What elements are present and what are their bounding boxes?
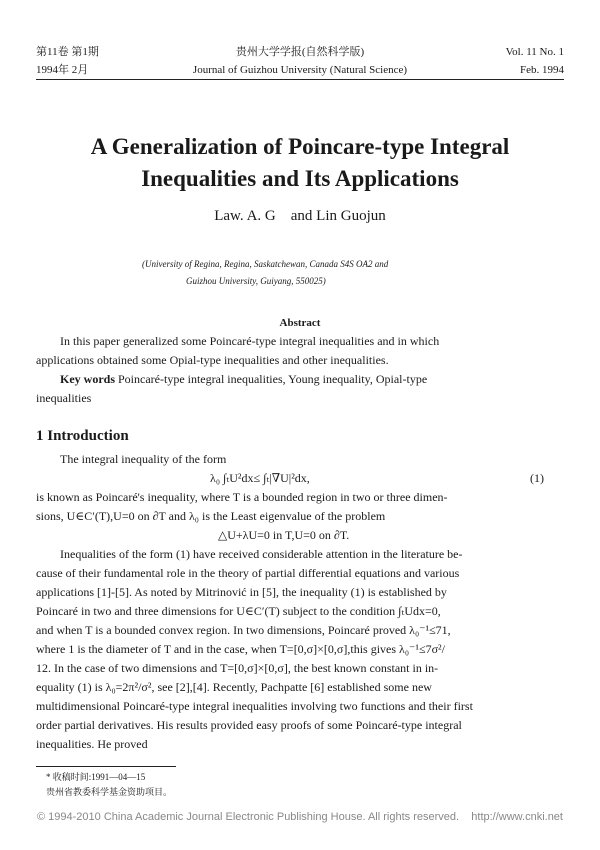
paragraph-line: where 1 is the diameter of T and in the case, when T=[0,σ]×[0,σ],this gives λ₀⁻¹≤7σ²/: [36, 642, 445, 656]
header-month: Feb. 1994: [520, 64, 564, 76]
keywords-label: Key words: [60, 372, 115, 386]
abstract-line: applications obtained some Opial-type inequalities and other inequalities.: [36, 353, 389, 367]
footnote-funding: 贵州省教委科学基金资助项目。: [46, 787, 173, 797]
paper-title-line1: A Generalization of Poincare-type Integral: [90, 134, 510, 159]
paragraph-line: cause of their fundamental role in the theory of partial differential equations and various: [36, 566, 460, 580]
header-vol-no: Vol. 11 No. 1: [505, 46, 564, 58]
paragraph-line: is known as Poincaré's inequality, where T is a bounded region in two or three dimen-: [36, 490, 448, 504]
keywords-text: Poincaré-type integral inequalities, Young inequality, Opial-type: [115, 372, 428, 386]
header-journal-en: Journal of Guizhou University (Natural Science): [192, 64, 408, 76]
keywords-line: inequalities: [36, 391, 92, 405]
equation-2: △U+λU=0 in T,U=0 on ∂T.: [218, 528, 350, 542]
paragraph-line: 12. In the case of two dimensions and T=[0,σ]×[0,σ], the best known constant in in-: [36, 661, 439, 675]
keywords-line: [36, 370, 564, 389]
abstract-heading: Abstract: [279, 317, 321, 329]
copyright-footer: © 1994-2010 China Academic Journal Electronic Publishing House. All rights reserved. http://www.cnki.net: [37, 811, 563, 823]
equation-1: λ₀ ∫ₜU²dx≤ ∫ₜ|∇U|²dx,: [210, 471, 310, 485]
affiliation-line2: Guizhou University, Guiyang, 550025): [186, 276, 326, 286]
header-date: 1994年 2月: [36, 64, 89, 76]
abstract-body: [36, 332, 564, 408]
equation-1-number: (1): [530, 471, 544, 485]
abstract-line: In this paper generalized some Poincaré-type integral inequalities and in which: [60, 334, 440, 348]
paragraph-line: multidimensional Poincaré-type integral inequalities involving two functions and their first: [36, 699, 473, 713]
section-heading: 1 Introduction: [36, 428, 129, 444]
authors: Law. A. G and Lin Guojun: [214, 208, 386, 224]
paragraph-line: The integral inequality of the form: [60, 452, 227, 466]
header-journal-cn: 贵州大学学报(自然科学版): [235, 46, 365, 58]
section1-paragraph1: [36, 450, 564, 469]
paragraph-line: and when T is a bounded convex region. In two dimensions, Poincaré proved λ₀⁻¹≤71,: [36, 623, 451, 637]
paragraph-line: inequalities. He proved: [36, 737, 148, 751]
footnote-rule: [36, 766, 176, 767]
paragraph-line: Poincaré in two and three dimensions for U∈C′(T) subject to the condition ∫ₜUdx=0,: [36, 604, 441, 618]
paragraph-line: order partial derivatives. His results provided easy proofs of some Poincaré-type integral: [36, 718, 462, 732]
footnote-received: * 收稿时间:1991—04—15: [46, 772, 146, 782]
paragraph-line: Inequalities of the form (1) have received considerable attention in the literature be-: [60, 547, 463, 561]
paper-title-line2: Inequalities and Its Applications: [141, 166, 459, 191]
section1-paragraph3: [36, 545, 564, 754]
header-volume: 第11卷 第1期: [36, 46, 99, 58]
paragraph-line: sions, U∈C′(T),U=0 on ∂T and λ₀ is the Least eigenvalue of the problem: [36, 509, 386, 523]
affiliation-line1: (University of Regina, Regina, Saskatchewan, Canada S4S OA2 and: [142, 259, 389, 269]
section1-paragraph2: [36, 488, 564, 526]
header-rule: [36, 79, 564, 80]
paragraph-line: equality (1) is λ₀=2π²/σ², see [2],[4]. Recently, Pachpatte [6] established some new: [36, 680, 432, 694]
paragraph-line: applications [1]-[5]. As noted by Mitrinović in [5], the inequality (1) is established by: [36, 585, 447, 599]
